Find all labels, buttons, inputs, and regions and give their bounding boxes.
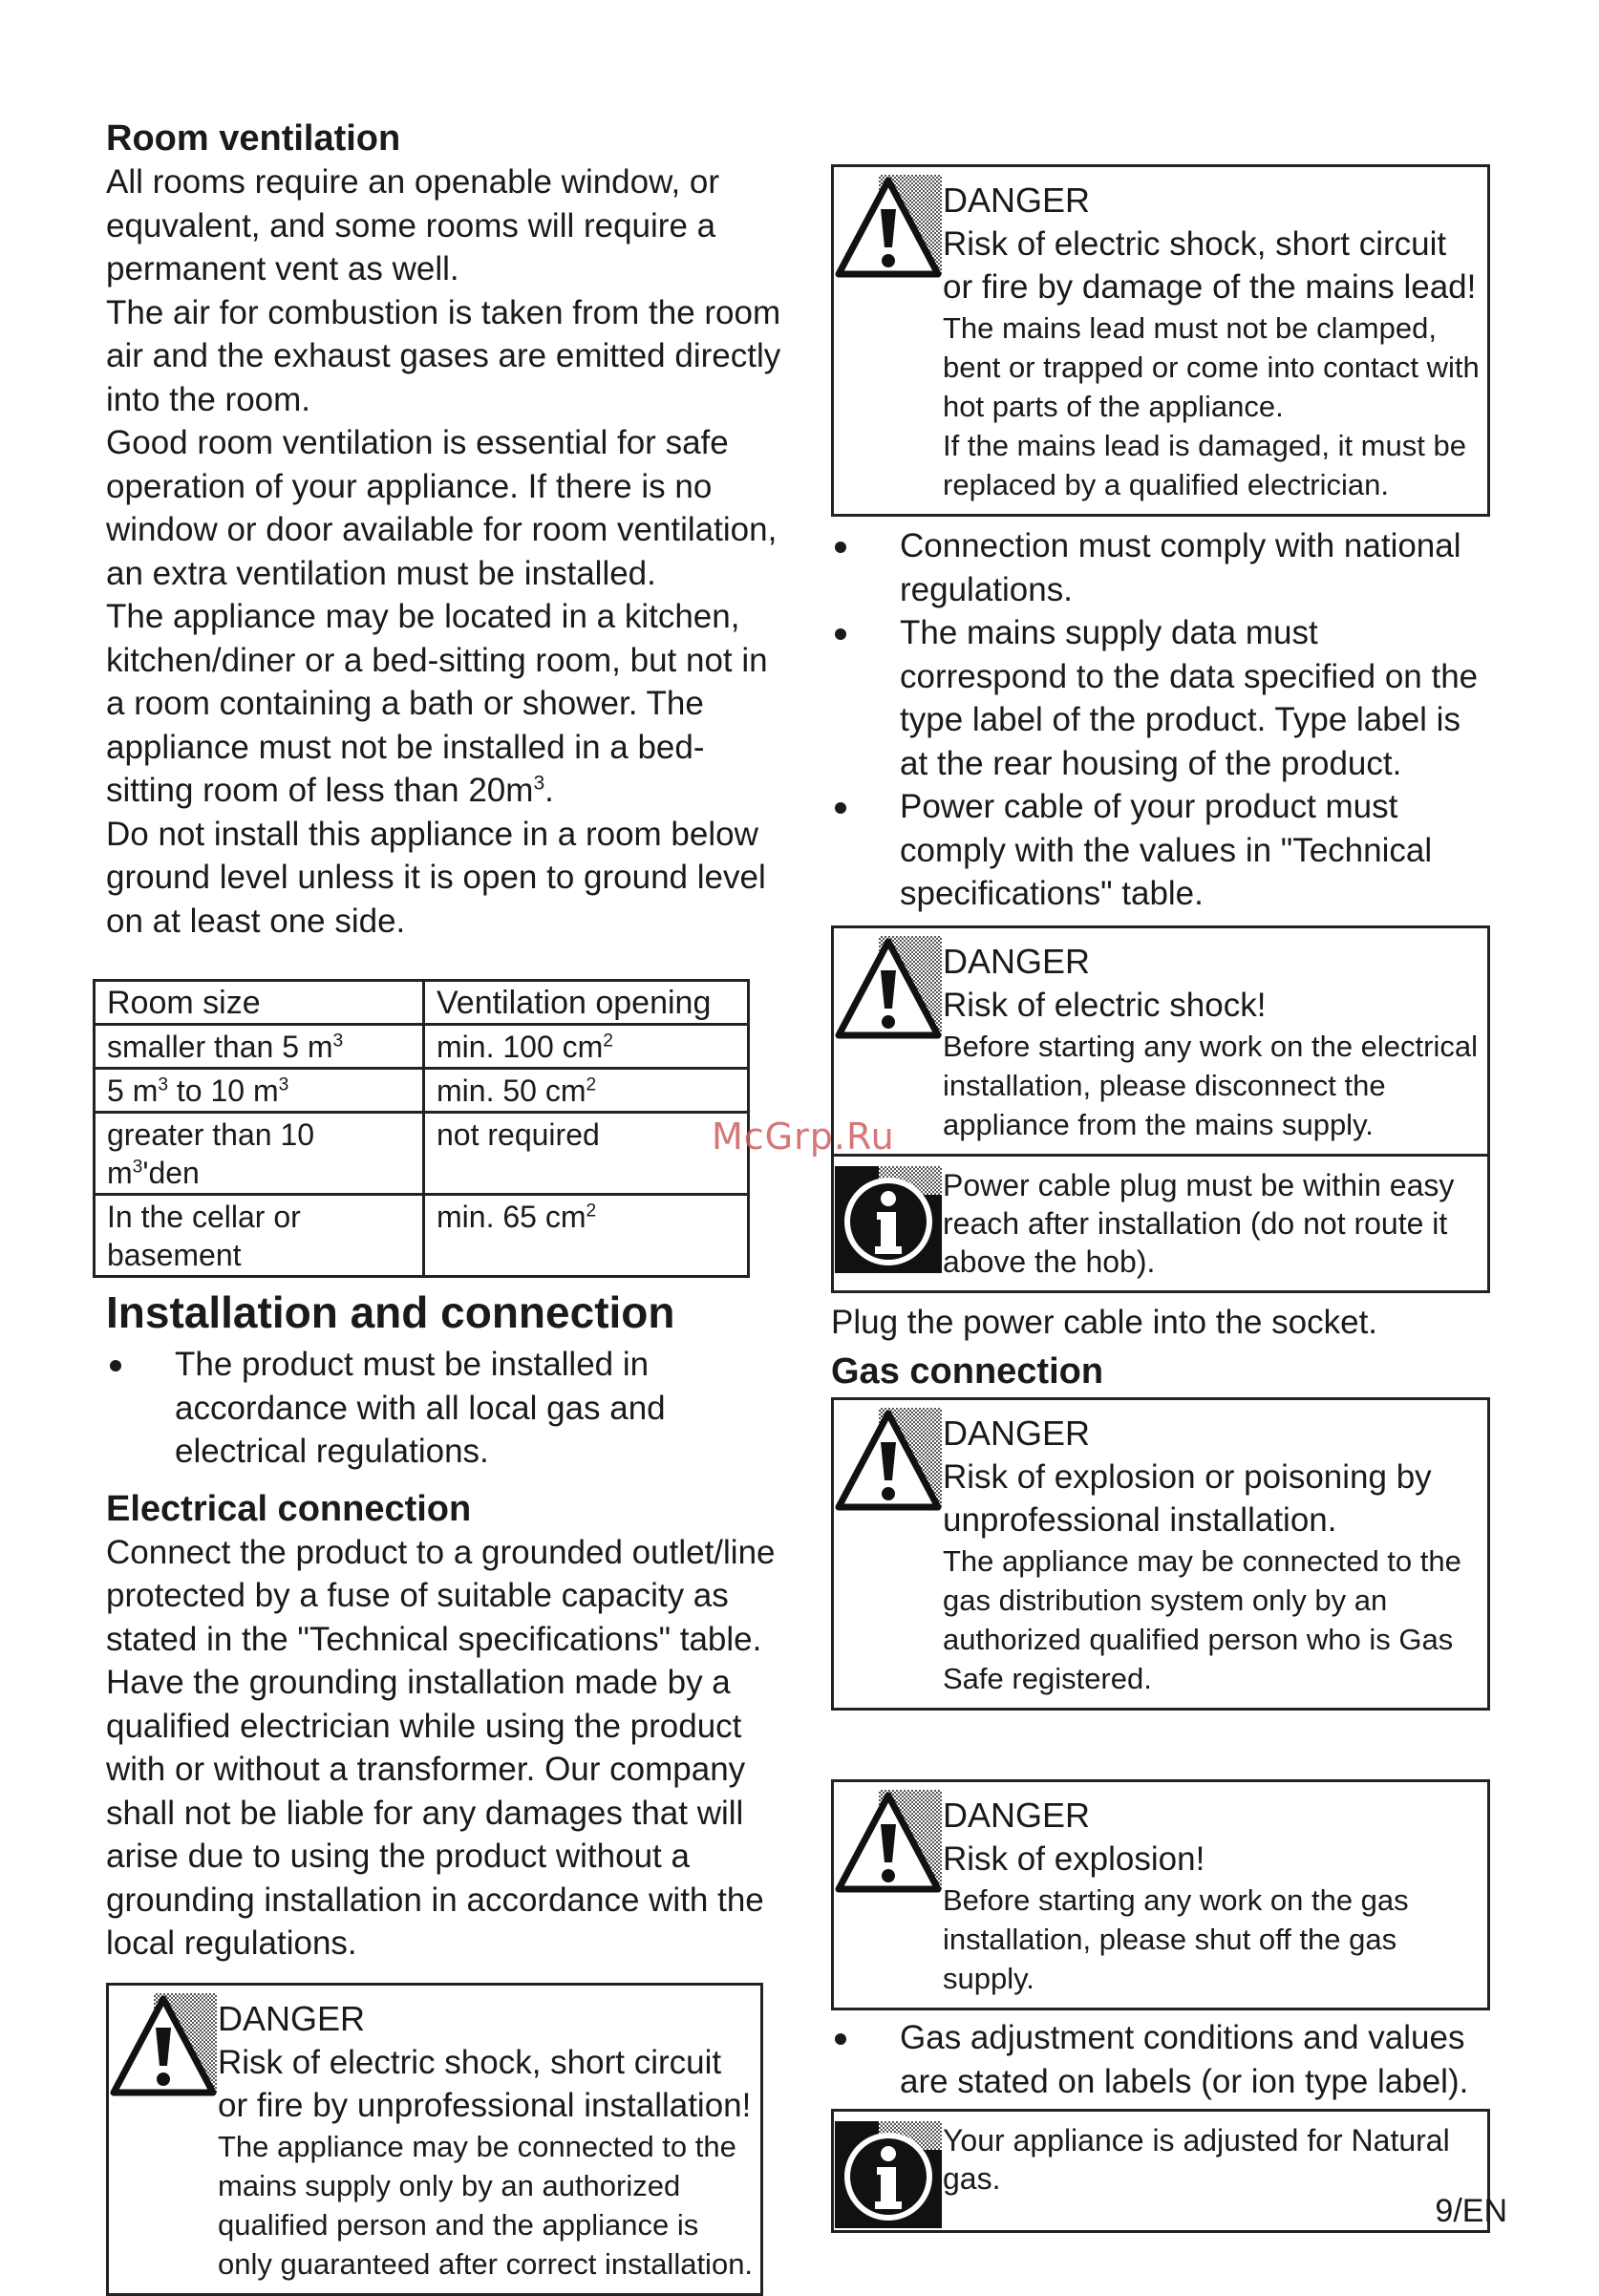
danger-label: DANGER bbox=[943, 1414, 1091, 1453]
danger-label: DANGER bbox=[218, 1998, 366, 2038]
danger-subtitle: Risk of electric shock, short circuit or fire by unprofessional installation! bbox=[218, 2043, 752, 2124]
danger-subtitle: Risk of explosion or poisoning by unprofessional installation. bbox=[943, 1458, 1432, 1539]
danger-subtitle: Risk of electric shock, short circuit or fire by damage of the mains lead! bbox=[943, 225, 1477, 306]
warning-triangle-icon bbox=[109, 1986, 218, 2293]
danger-body: The appliance may be connected to the mains supply only by an authorized qualified person and the appliance is only guaranteed after correct installation. bbox=[218, 2129, 754, 2281]
table-cell-opening: min. 100 $cm^2$ bbox=[424, 1025, 749, 1069]
list-item: Power cable of your product must comply with the values in "Technical specifications" table. bbox=[831, 785, 1490, 916]
gas-connection-heading: Gas connection bbox=[831, 1351, 1104, 1392]
list-item: Connection must comply with national regulations. bbox=[831, 524, 1490, 611]
danger-body: The mains lead must not be clamped, bent or trapped or come into contact with hot parts of the appliance. bbox=[943, 311, 1480, 423]
gas-bullets bbox=[831, 2016, 1490, 2103]
danger-label: DANGER bbox=[943, 1796, 1091, 1835]
plug-instruction: Plug the power cable into the socket. bbox=[831, 1303, 1378, 1341]
room-ventilation-p4 bbox=[106, 595, 786, 813]
info-icon bbox=[834, 2112, 943, 2207]
list-item: Gas adjustment conditions and values are stated on labels (or ion type label). bbox=[831, 2016, 1490, 2103]
ventilation-table bbox=[93, 979, 750, 1278]
table-row bbox=[95, 1025, 749, 1069]
info-row bbox=[834, 1154, 1487, 1290]
info-icon bbox=[834, 1157, 943, 1290]
danger-box-gas bbox=[831, 1397, 1490, 1711]
electrical-heading: Electrical connection bbox=[106, 1488, 472, 1529]
room-ventilation-heading: Room ventilation bbox=[106, 118, 401, 159]
connection-bullets bbox=[831, 524, 1490, 916]
room-ventilation-p4-end: . bbox=[544, 772, 554, 809]
table-header-row bbox=[95, 981, 749, 1025]
list-item: The mains supply data must correspond to the data specified on the type label of the product. Type label is at the rear housing of the product. bbox=[831, 611, 1490, 785]
superscript: 3 bbox=[533, 772, 545, 795]
left-column bbox=[106, 117, 786, 2296]
info-text: Your appliance is adjusted for Natural gas. bbox=[943, 2123, 1450, 2196]
danger-box-electric-shock bbox=[831, 925, 1490, 1293]
info-box-natural-gas bbox=[831, 2109, 1490, 2233]
table-header-room-size: Room size bbox=[95, 981, 424, 1025]
room-ventilation-p2: The air for combustion is taken from the room air and the exhaust gases are emitted directly into the room. bbox=[106, 293, 781, 418]
danger-body: Before starting any work on the gas installation, please shut off the gas supply. bbox=[943, 1883, 1409, 1995]
danger-box-installation bbox=[106, 1983, 763, 2296]
right-column bbox=[831, 164, 1490, 2233]
table-row bbox=[95, 1069, 749, 1113]
list-item: The product must be installed in accordance with all local gas and electrical regulations. bbox=[106, 1343, 786, 1474]
table-cell-size: greater than 10 $m^3'den$ bbox=[95, 1113, 424, 1195]
danger-body: The appliance may be connected to the gas distribution system only by an authorized qualified person who is Gas Safe registered. bbox=[943, 1544, 1461, 1695]
page-number: 9/EN bbox=[1435, 2193, 1507, 2229]
table-cell-opening: not required bbox=[424, 1113, 749, 1195]
room-ventilation-p5: Do not install this appliance in a room below ground level unless it is open to ground level on at least one side. bbox=[106, 815, 766, 940]
table-header-ventilation-opening: Ventilation opening bbox=[424, 981, 749, 1025]
warning-triangle-icon bbox=[834, 1782, 943, 2008]
room-ventilation-p3: Good room ventilation is essential for safe operation of your appliance. If there is no window or door available for room ventilation, an extra ventilation must be installed. bbox=[106, 424, 778, 592]
danger-body: Before starting any work on the electrical installation, please disconnect the appliance from the mains supply. bbox=[943, 1029, 1478, 1141]
warning-triangle-icon bbox=[834, 1400, 943, 1708]
table-row bbox=[95, 1195, 749, 1277]
table-cell-size: 5 $m^3$ to 10 $m^3$ bbox=[95, 1069, 424, 1113]
installation-heading: Installation and connection bbox=[106, 1287, 675, 1337]
warning-triangle-icon bbox=[834, 167, 943, 514]
room-ventilation-p1: All rooms require an openable window, or equvalent, and some rooms will require a permanent vent as well. bbox=[106, 163, 720, 287]
room-ventilation-p4-text: The appliance may be located in a kitchen, kitchen/diner or a bed-sitting room, but not in a room containing a bath or shower. The appliance must not be installed in a bed-sitting room of less than 20m bbox=[106, 598, 768, 809]
danger-body: If the mains lead is damaged, it must be replaced by a qualified electrician. bbox=[943, 429, 1466, 501]
watermark: McGrp.Ru bbox=[712, 1116, 895, 1158]
danger-label: DANGER bbox=[943, 941, 1091, 981]
info-text: Power cable plug must be within easy reach after installation (do not route it above the hob). bbox=[943, 1167, 1455, 1279]
table-cell-size: In the cellar or basement bbox=[95, 1195, 424, 1277]
danger-label: DANGER bbox=[943, 181, 1091, 220]
table-cell-opening: min. 65 $cm^2$ bbox=[424, 1195, 749, 1277]
danger-box-mains-lead bbox=[831, 164, 1490, 517]
danger-subtitle: Risk of electric shock! bbox=[943, 986, 1267, 1024]
installation-bullets bbox=[106, 1343, 786, 1474]
table-cell-size: smaller than 5 $m^3$ bbox=[95, 1025, 424, 1069]
danger-subtitle: Risk of explosion! bbox=[943, 1840, 1205, 1878]
danger-box-explosion bbox=[831, 1779, 1490, 2010]
table-row bbox=[95, 1113, 749, 1195]
electrical-paragraph: Connect the product to a grounded outlet/line protected by a fuse of suitable capacity as stated in the "Technical specifications" table. Have the grounding installation made by a qualified electrician while using the product with or without a transformer. Our company shall not be liable for any damages that will arise due to using the product without a grounding installation in accordance with the local regulations. bbox=[106, 1533, 776, 1962]
table-cell-opening: min. 50 $cm^2$ bbox=[424, 1069, 749, 1113]
